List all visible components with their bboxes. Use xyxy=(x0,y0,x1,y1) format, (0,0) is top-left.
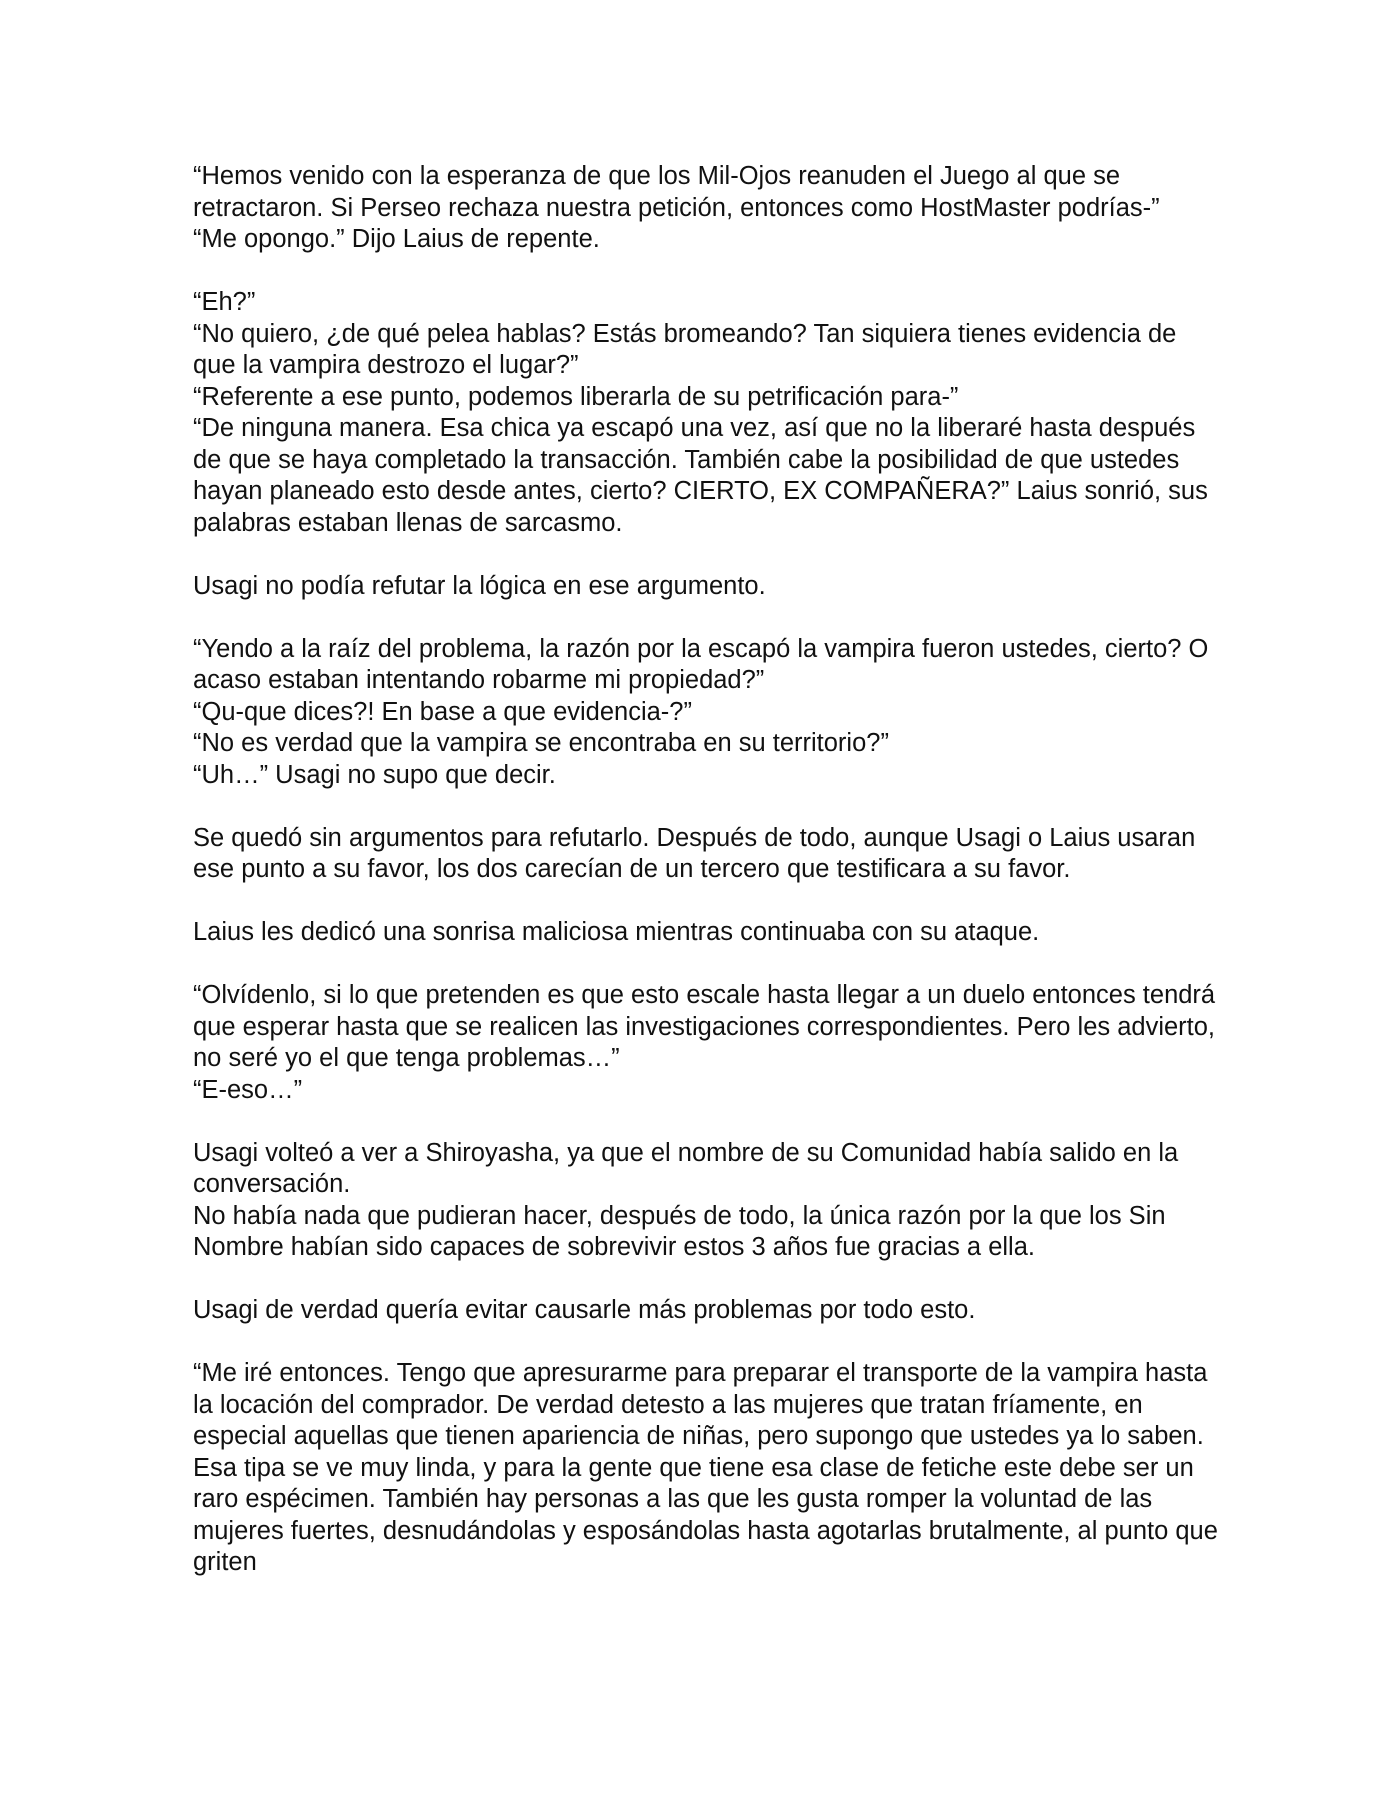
paragraph: “Hemos venido con la esperanza de que los Mil-Ojos reanuden el Juego al que se retractaron. Si Perseo rechaza nuestra petición, entonces como HostMaster podrías-” xyxy=(193,162,1160,222)
paragraph: “Me opongo.” Dijo Laius de repente. xyxy=(193,225,600,253)
paragraph-spacer xyxy=(193,886,1223,918)
paragraph: “No es verdad que la vampira se encontraba en su territorio?” xyxy=(193,729,889,757)
document-body xyxy=(193,161,1223,1579)
paragraph-spacer xyxy=(193,539,1223,571)
paragraph-spacer xyxy=(193,602,1223,634)
paragraph: Laius les dedicó una sonrisa maliciosa mientras continuaba con su ataque. xyxy=(193,918,1040,946)
paragraph: “Olvídenlo, si lo que pretenden es que esto escale hasta llegar a un duelo entonces tendrá que esperar hasta que se realicen las investigaciones correspondientes. Pero les advierto, no seré yo el que tenga problemas…” xyxy=(193,981,1216,1072)
paragraph: “Me iré entonces. Tengo que apresurarme para preparar el transporte de la vampira hasta la locación del comprador. De verdad detesto a las mujeres que tratan fríamente, en especial aquellas que tienen apariencia de niñas, pero supongo que ustedes ya lo saben. Esa tipa se ve muy linda, y para la gente que tiene esa clase de fetiche este debe ser un raro espécimen. También hay personas a las que les gusta romper la voluntad de las mujeres fuertes, desnudándolas y esposándolas hasta agotarlas brutalmente, al punto que griten xyxy=(193,1359,1218,1576)
paragraph: “Qu-que dices?! En base a que evidencia-?” xyxy=(193,697,692,726)
paragraph: Usagi no podía refutar la lógica en ese argumento. xyxy=(193,571,766,600)
paragraph: No había nada que pudieran hacer, después de todo, la única razón por la que los Sin Nombre habían sido capaces de sobrevivir estos 3 años fue gracias a ella. xyxy=(193,1201,1166,1261)
paragraph-spacer xyxy=(193,256,1223,288)
paragraph: “E-eso…” xyxy=(193,1075,303,1104)
paragraph: “Referente a ese punto, podemos liberarla de su petrificación para-” xyxy=(193,382,959,411)
paragraph-spacer xyxy=(193,1264,1223,1296)
paragraph: “Eh?” xyxy=(193,288,256,316)
paragraph: “Yendo a la raíz del problema, la razón por la escapó la vampira fueron ustedes, cierto? O acaso estaban intentando robarme mi propiedad?” xyxy=(193,634,1209,694)
paragraph: “Uh…” Usagi no supo que decir. xyxy=(193,760,556,789)
paragraph: Se quedó sin argumentos para refutarlo. Después de todo, aunque Usagi o Laius usaran ese punto a su favor, los dos carecían de un tercero que testificara a su favor. xyxy=(193,823,1196,883)
paragraph: “No quiero, ¿de qué pelea hablas? Estás bromeando? Tan siquiera tienes evidencia de que la vampira destrozo el lugar?” xyxy=(193,319,1177,379)
paragraph: Usagi de verdad quería evitar causarle más problemas por todo esto. xyxy=(193,1296,976,1324)
paragraph-spacer xyxy=(193,791,1223,823)
paragraph-spacer xyxy=(193,949,1223,981)
paragraph-spacer xyxy=(193,1327,1223,1359)
paragraph: Usagi volteó a ver a Shiroyasha, ya que el nombre de su Comunidad había salido en la conversación. xyxy=(193,1138,1179,1198)
paragraph-spacer xyxy=(193,1106,1223,1138)
paragraph: “De ninguna manera. Esa chica ya escapó una vez, así que no la liberaré hasta después de que se haya completado la transacción. También cabe la posibilidad de que ustedes hayan planeado esto desde antes, cierto? CIERTO, EX COMPAÑERA?” Laius sonrió, sus palabras estaban llenas de sarcasmo. xyxy=(193,414,1208,537)
